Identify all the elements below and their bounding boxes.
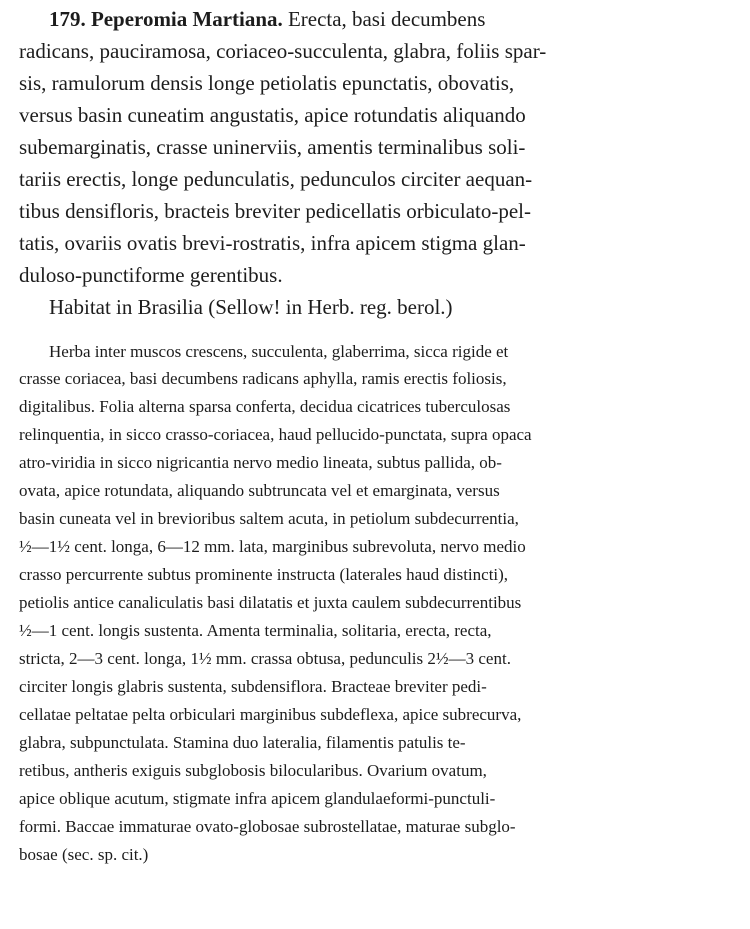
notes-line: glabra, subpunctulata. Stamina duo lateralia, filamentis patulis te-	[19, 733, 466, 752]
notes-line: stricta, 2—3 cent. longa, 1½ mm. crassa obtusa, pedunculis 2½—3 cent.	[19, 649, 511, 668]
notes-line: digitalibus. Folia alterna sparsa conferta, decidua cicatrices tuberculosas	[19, 397, 511, 416]
notes-line: crasso percurrente subtus prominente instructa (laterales haud distincti),	[19, 565, 509, 584]
notes-line: retibus, antheris exiguis subglobosis bilocularibus. Ovarium ovatum,	[19, 761, 487, 780]
notes-line: cellatae peltatae pelta orbiculari marginibus subdeflexa, apice subrecurva,	[19, 705, 522, 724]
entry-number: 179.	[49, 7, 86, 31]
habitat-line: Habitat in Brasilia (Sellow! in Herb. reg. berol.)	[49, 295, 453, 319]
notes-line: crasse coriacea, basi decumbens radicans aphylla, ramis erectis foliosis,	[19, 369, 507, 388]
notes-line: Herba inter muscos crescens, succulenta, glaberrima, sicca rigide et	[49, 342, 509, 361]
notes-line: apice oblique acutum, stigmate infra apicem glandulaeformi-punctuli-	[19, 789, 496, 808]
species-name: Peperomia Martiana.	[90, 7, 283, 31]
description-line: tariis erectis, longe pedunculatis, pedunculos circiter aequan-	[19, 167, 533, 191]
description-text: Erecta, basi decumbens	[287, 7, 486, 31]
description-line	[49, 9, 738, 30]
notes-line: ½—1½ cent. longa, 6—12 mm. lata, marginibus subrevoluta, nervo medio	[19, 537, 526, 556]
description-line: radicans, pauciramosa, coriaceo-succulenta, glabra, foliis spar-	[19, 39, 547, 63]
description-line: tibus densifloris, bracteis breviter pedicellatis orbiculato-pel-	[19, 199, 531, 223]
notes-line: formi. Baccae immaturae ovato-globosae subrostellatae, maturae subglo-	[19, 817, 516, 836]
notes-line: basin cuneata vel in brevioribus saltem acuta, in petiolum subdecurrentia,	[19, 509, 519, 528]
description-line: duloso-punctiforme gerentibus.	[19, 263, 283, 287]
notes-line: relinquentia, in sicco crasso-coriacea, haud pellucido-punctata, supra opaca	[19, 425, 532, 444]
description-line: subemarginatis, crasse uninerviis, amentis terminalibus soli-	[19, 135, 526, 159]
notes-line: ovata, apice rotundata, aliquando subtruncata vel et emarginata, versus	[19, 481, 500, 500]
description-line: tatis, ovariis ovatis brevi-rostratis, infra apicem stigma glan-	[19, 231, 526, 255]
notes-line: petiolis antice canaliculatis basi dilatatis et juxta caulem subdecurrentibus	[19, 593, 522, 612]
notes-line: atro-viridia in sicco nigricantia nervo medio lineata, subtus pallida, ob-	[19, 453, 502, 472]
notes-line: ½—1 cent. longis sustenta. Amenta terminalia, solitaria, erecta, recta,	[19, 621, 492, 640]
description-line: versus basin cuneatim angustatis, apice rotundatis aliquando	[19, 103, 526, 127]
description-line: sis, ramulorum densis longe petiolatis epunctatis, obovatis,	[19, 71, 515, 95]
notes-line: bosae (sec. sp. cit.)	[19, 845, 149, 864]
notes-line: circiter longis glabris sustenta, subdensiflora. Bracteae breviter pedi-	[19, 677, 487, 696]
